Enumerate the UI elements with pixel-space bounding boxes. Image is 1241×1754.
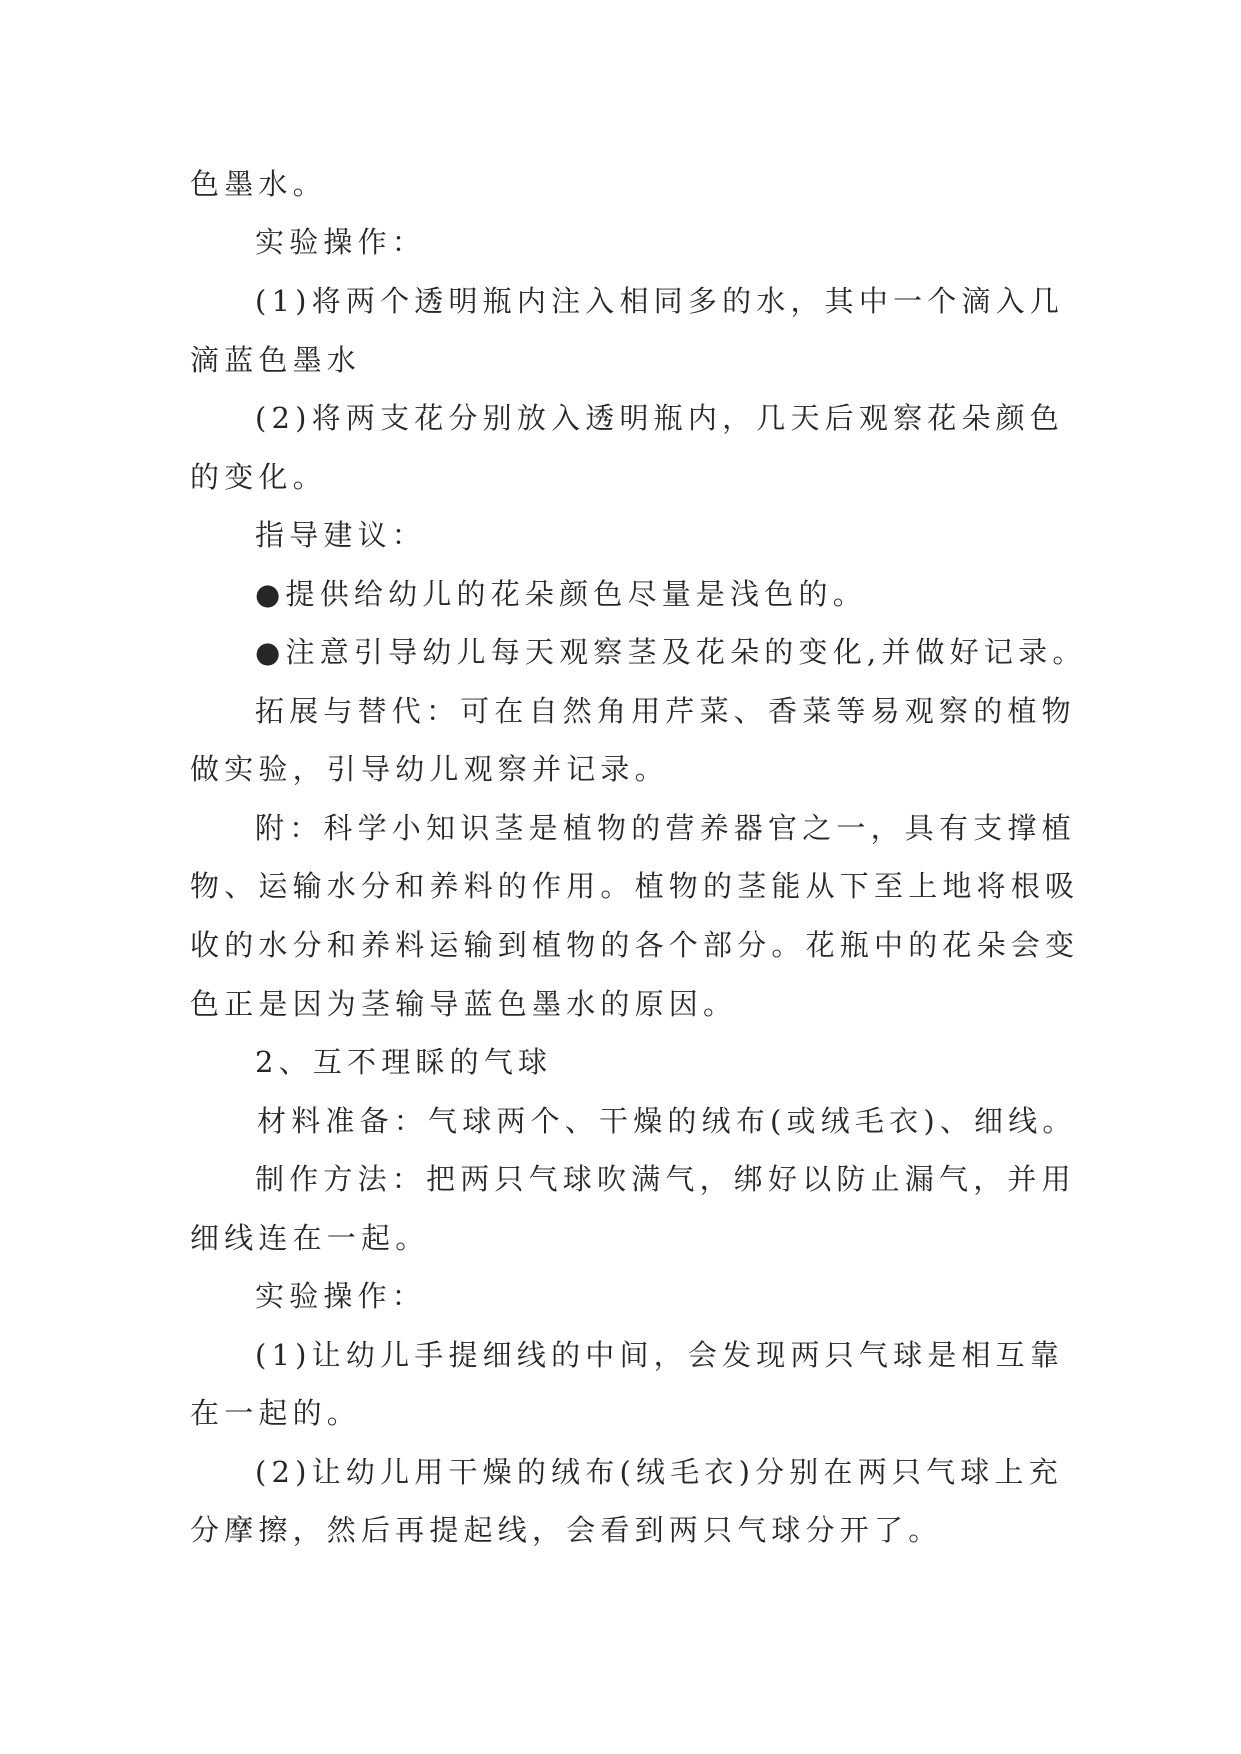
text-line: 收的水分和养料运输到植物的各个部分。花瓶中的花朵会变 [190, 928, 1080, 962]
bullet-item: ●提供给幼儿的花朵颜色尽量是浅色的。 [255, 577, 867, 611]
text-line: 制作方法：把两只气球吹满气，绑好以防止漏气，并用 [255, 1162, 1076, 1196]
text-line: 材料准备：气球两个、干燥的绒布(或绒毛衣)、细线。 [257, 1104, 1077, 1138]
bullet-item: ●注意引导幼儿每天观察茎及花朵的变化,并做好记录。 [255, 635, 1087, 669]
text-line: (2)将两支花分别放入透明瓶内，几天后观察花朵颜色 [255, 401, 1065, 435]
text-line: (1)让幼儿手提细线的中间，会发现两只气球是相互靠 [255, 1338, 1065, 1372]
text-line: 在一起的。 [190, 1396, 362, 1430]
text-line: 做实验，引导幼儿观察并记录。 [190, 752, 669, 786]
text-line: 拓展与替代：可在自然角用芹菜、香菜等易观察的植物 [255, 694, 1076, 728]
text-line: 的变化。 [190, 460, 327, 494]
text-line: (1)将两个透明瓶内注入相同多的水，其中一个滴入几 [255, 284, 1065, 318]
text-line: (2)让幼儿用干燥的绒布(绒毛衣)分别在两只气球上充 [255, 1455, 1063, 1489]
text-line: 滴蓝色墨水 [190, 343, 362, 377]
text-line: 色正是因为茎输导蓝色墨水的原因。 [190, 987, 738, 1021]
section-title: 2、互不理睬的气球 [255, 1045, 553, 1079]
text-line: 附：科学小知识茎是植物的营养器官之一，具有支撑植 [255, 811, 1076, 845]
section-heading: 实验操作： [255, 1279, 427, 1313]
text-line: 细线连在一起。 [190, 1221, 430, 1255]
text-line: 物、运输水分和养料的作用。植物的茎能从下至上地将根吸 [190, 869, 1080, 903]
text-line: 分摩擦，然后再提起线，会看到两只气球分开了。 [190, 1513, 943, 1547]
section-heading: 实验操作： [255, 225, 427, 259]
text-line: 色墨水。 [190, 167, 327, 201]
section-heading: 指导建议： [255, 518, 427, 552]
